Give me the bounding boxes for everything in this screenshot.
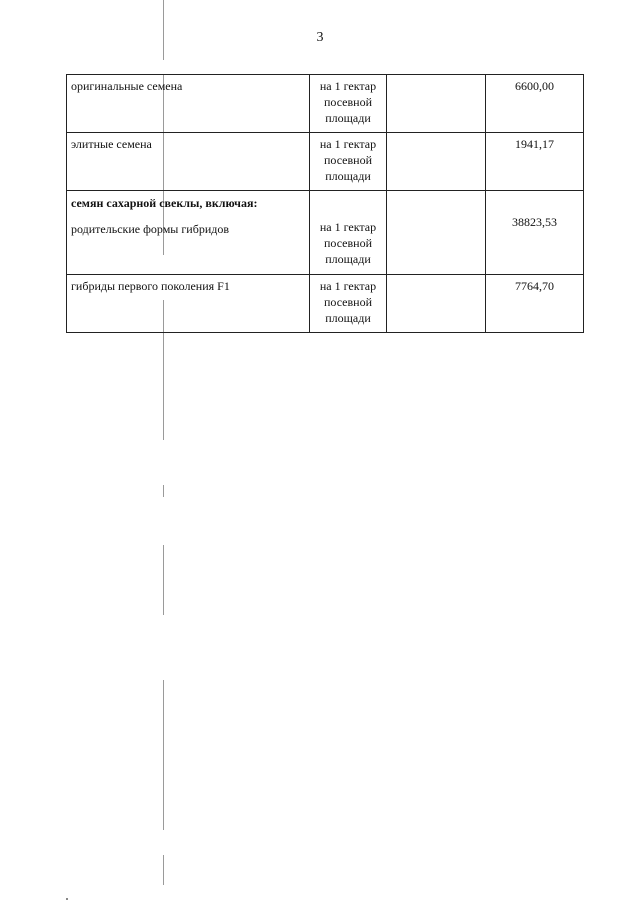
- scan-artifact-line: [163, 485, 164, 497]
- table-row: [67, 133, 584, 191]
- row-name: элитные семена: [71, 137, 152, 151]
- row-name-cell: [67, 75, 310, 133]
- row-name-cell: [67, 191, 310, 275]
- unit-line: на 1 гектар: [319, 220, 377, 234]
- scan-artifact-line: [163, 680, 164, 830]
- table-row: [67, 191, 584, 275]
- row-name-cell: [67, 133, 310, 191]
- unit-cell: [310, 133, 387, 191]
- value-cell: [486, 133, 584, 191]
- unit-line: посевной: [323, 236, 373, 250]
- table-row: [67, 275, 584, 333]
- page-number: 3: [316, 30, 324, 45]
- unit-cell: [310, 191, 387, 275]
- row-value: 1941,17: [515, 137, 554, 151]
- row-name: оригинальные семена: [71, 79, 183, 93]
- table-row: [67, 75, 584, 133]
- section-heading: семян сахарной свеклы, включая:: [71, 196, 258, 210]
- unit-line: на 1 гектар: [319, 137, 377, 151]
- value-cell: [486, 75, 584, 133]
- row-name: гибриды первого поколения F1: [71, 279, 230, 293]
- row-value: 7764,70: [515, 279, 554, 293]
- row-value: 6600,00: [515, 79, 554, 93]
- unit-cell: [310, 275, 387, 333]
- seed-subsidy-table: [66, 74, 584, 333]
- empty-cell: [387, 275, 486, 333]
- empty-cell: [387, 133, 486, 191]
- unit-line: площади: [325, 252, 371, 266]
- unit-line: посевной: [323, 153, 373, 167]
- unit-cell: [310, 75, 387, 133]
- scan-artifact-dot: [66, 898, 68, 900]
- row-name: родительские формы гибридов: [71, 222, 230, 236]
- unit-line: площади: [325, 111, 371, 125]
- unit-line: посевной: [323, 95, 373, 109]
- empty-cell: [387, 191, 486, 275]
- value-cell: [486, 191, 584, 275]
- scan-artifact-line: [163, 855, 164, 885]
- unit-line: площади: [325, 169, 371, 183]
- unit-line: на 1 гектар: [319, 79, 377, 93]
- unit-line: площади: [325, 311, 371, 325]
- empty-cell: [387, 75, 486, 133]
- row-value: 38823,53: [512, 215, 557, 229]
- value-cell: [486, 275, 584, 333]
- scan-artifact-line: [163, 0, 164, 60]
- scan-artifact-line: [163, 545, 164, 615]
- unit-line: на 1 гектар: [319, 279, 377, 293]
- row-name-cell: [67, 275, 310, 333]
- unit-line: посевной: [323, 295, 373, 309]
